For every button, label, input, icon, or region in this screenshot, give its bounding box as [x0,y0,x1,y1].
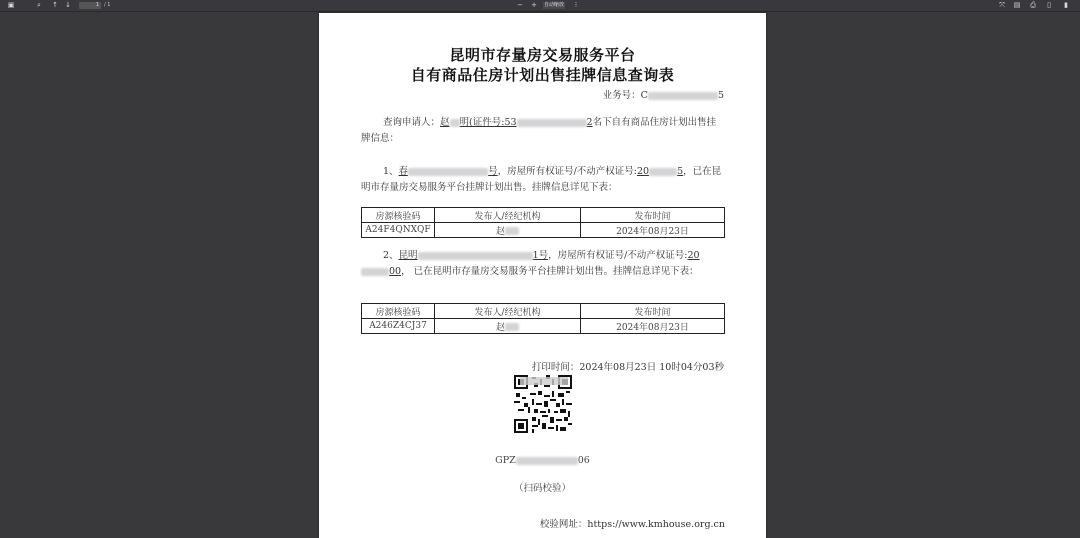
bookmark-icon[interactable]: ▮ [1064,1,1068,9]
redacted-block [408,168,488,176]
item2-paragraph: 2、昆明 1号，房屋所有权证号/不动产权证号:2000， 已在昆明市存量房交易服务平台挂牌计划出售。挂牌信息详见下表： [361,248,725,280]
search-icon[interactable]: ⌕ [37,1,41,9]
scan-verify-label: （扫码校验） [513,483,571,494]
doc-title-line1: 昆明市存量房交易服务平台 [449,46,636,64]
redacted-block [361,268,389,276]
arrow-down-icon[interactable]: ↓ [65,1,71,9]
redacted-block [505,323,519,331]
item1-paragraph: 1、春 号，房屋所有权证号/不动产权证号:20 5，已在昆明市存量房交易服务平台挂牌计划出售。挂牌信息详见下表： [361,166,722,193]
redacted-block [418,252,533,260]
redacted-block [450,119,460,127]
more-options-icon[interactable]: ⁝ [574,1,578,9]
redacted-block [648,92,718,100]
sidebar-toggle-icon[interactable]: ▣ [7,1,15,9]
qr-code-icon [514,375,572,433]
pdf-toolbar [0,0,1080,12]
applicant-paragraph: 查询申请人：赵 明(证件号:53 2名下自有商品住房计划出售挂牌信息： [361,117,717,144]
redacted-block [649,168,677,176]
table-header-row: 房源核验码 发布人/经纪机构 发布时间 [362,208,725,223]
print-icon[interactable]: ⎙ [1030,1,1036,9]
redacted-block [520,377,568,385]
arrow-up-icon[interactable]: ↑ [52,1,58,9]
listing-table-1 [361,207,725,238]
table-header-row: 房源核验码 发布人/经纪机构 发布时间 [362,304,725,319]
verify-url: 校验网址：https://www.kmhouse.org.cn [539,519,725,530]
presentation-mode-icon[interactable]: ⤧ [999,1,1005,9]
open-file-icon[interactable]: ▤ [1013,1,1021,9]
zoom-in-button[interactable]: + [531,1,537,9]
doc-title-line2: 自有商品住房计划出售挂牌信息查询表 [410,66,675,84]
zoom-out-button[interactable]: − [517,1,523,9]
gpz-code: GPZ 06 [495,455,590,466]
page-number-input[interactable]: 1 [79,2,101,9]
print-time: 打印时间：2024年08月23日 10时04分03秒 [531,362,724,373]
redacted-block [517,119,587,127]
download-icon[interactable]: ▯ [1047,1,1051,9]
page-total: / 1 [104,2,111,8]
table-row: A24F4QNXQF 赵 2024年08月23日 [362,223,725,238]
table-row: A246Z4CJ37 赵 2024年08月23日 [362,319,725,334]
redacted-block [505,227,519,235]
zoom-select[interactable]: 自动缩放 [543,2,564,8]
business-number: 业务号：C 5 [602,90,724,101]
listing-table-2 [361,303,725,334]
redacted-block [516,457,578,465]
pdf-page [319,13,766,538]
